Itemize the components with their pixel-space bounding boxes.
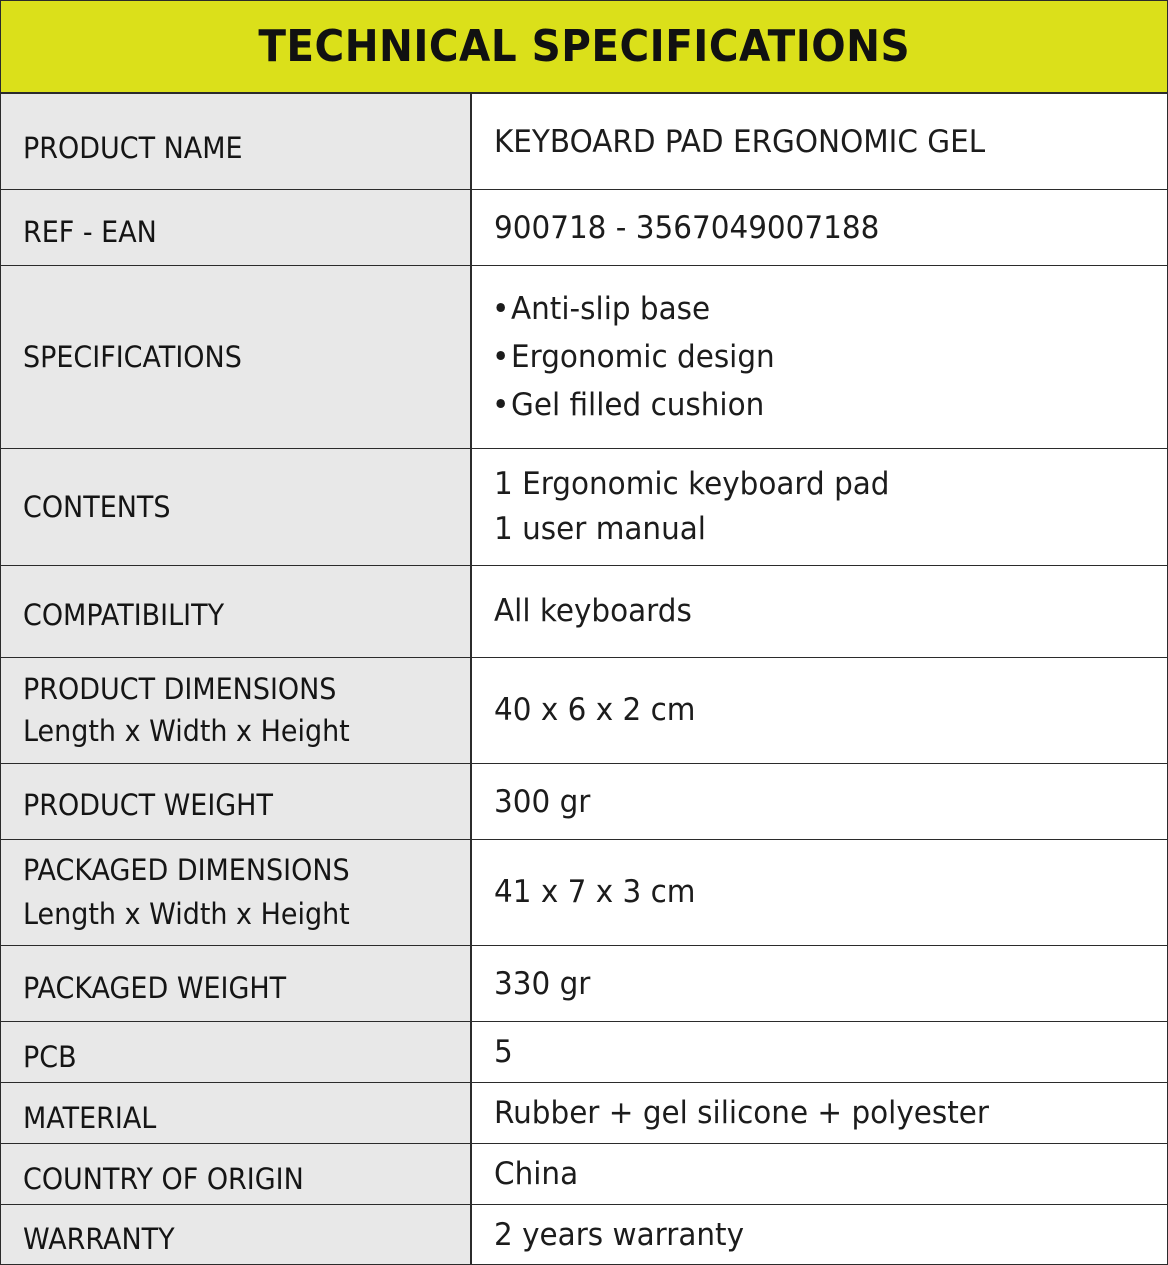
row-label: PACKAGED WEIGHT: [23, 971, 287, 1005]
row-label: MATERIAL: [23, 1100, 157, 1135]
list-item: 1 user manual: [494, 510, 706, 547]
row-pcb: [1, 1021, 1167, 1082]
label-cell: [1, 1143, 471, 1204]
value-cell: [471, 565, 1167, 657]
value-cell: [471, 189, 1167, 265]
label-cell: [1, 265, 471, 448]
row-product-dimensions: [1, 657, 1167, 763]
value-cell: [471, 657, 1167, 763]
row-value: 330 gr: [494, 965, 591, 1002]
list-item: [492, 333, 1133, 381]
row-label: COMPATIBILITY: [23, 598, 225, 632]
value-cell: [471, 1082, 1167, 1143]
title-bar: [1, 1, 1167, 94]
label-cell: [1, 189, 471, 265]
list-item: [492, 381, 1133, 429]
row-value: Rubber + gel silicone + polyester: [494, 1094, 990, 1131]
row-label: CONTENTS: [23, 489, 171, 524]
row-ref-ean: [1, 189, 1167, 265]
row-warranty: [1, 1204, 1167, 1264]
page-title: TECHNICAL SPECIFICATIONS: [258, 21, 910, 72]
label-cell: [1, 94, 471, 189]
value-cell: [471, 763, 1167, 839]
spec-table: [1, 94, 1167, 1264]
list-item-text: Gel filled cushion: [511, 386, 765, 423]
value-cell: [471, 265, 1167, 448]
label-cell: [1, 1021, 471, 1082]
value-cell: [471, 1021, 1167, 1082]
row-label: PCB: [23, 1039, 77, 1074]
row-value: All keyboards: [494, 593, 692, 629]
row-label: REF - EAN: [23, 215, 157, 249]
row-value: 300 gr: [494, 783, 591, 820]
row-sublabel: Length x Width x Height: [23, 897, 350, 931]
row-value: China: [494, 1155, 579, 1192]
bullet-icon: •: [492, 338, 510, 375]
list-item-text: Anti-slip base: [511, 290, 711, 327]
bullet-list: [492, 285, 1133, 429]
row-value: KEYBOARD PAD ERGONOMIC GEL: [494, 124, 986, 160]
label-cell: [1, 945, 471, 1021]
row-label: SPECIFICATIONS: [23, 339, 242, 374]
row-label: PACKAGED DIMENSIONS: [23, 853, 350, 887]
row-value: 5: [494, 1033, 513, 1070]
row-packaged-dimensions: [1, 839, 1167, 945]
row-value: 2 years warranty: [494, 1216, 745, 1253]
label-cell: [1, 839, 471, 945]
row-sublabel: Length x Width x Height: [23, 714, 350, 748]
row-product-weight: [1, 763, 1167, 839]
bullet-icon: •: [492, 290, 510, 327]
row-specifications: [1, 265, 1167, 448]
row-material: [1, 1082, 1167, 1143]
value-cell: [471, 1143, 1167, 1204]
label-cell: [1, 565, 471, 657]
row-value: 41 x 7 x 3 cm: [494, 874, 696, 910]
list-item-text: Ergonomic design: [511, 338, 775, 375]
row-label: PRODUCT WEIGHT: [23, 788, 273, 822]
value-cell: [471, 839, 1167, 945]
value-cell: [471, 1204, 1167, 1264]
row-contents: [1, 448, 1167, 565]
row-value: 900718 - 3567049007188: [494, 209, 880, 246]
label-cell: [1, 1082, 471, 1143]
row-label: PRODUCT DIMENSIONS: [23, 672, 337, 706]
row-label: PRODUCT NAME: [23, 131, 243, 166]
label-cell: [1, 763, 471, 839]
row-packaged-weight: [1, 945, 1167, 1021]
contents-lines: [494, 462, 1133, 552]
list-item: [492, 285, 1133, 333]
value-cell: [471, 94, 1167, 189]
label-cell: [1, 448, 471, 565]
list-item: 1 Ergonomic keyboard pad: [494, 465, 890, 502]
row-product-name: [1, 94, 1167, 189]
row-country-of-origin: [1, 1143, 1167, 1204]
value-cell: [471, 448, 1167, 565]
row-label: COUNTRY OF ORIGIN: [23, 1161, 304, 1196]
bullet-icon: •: [492, 386, 510, 423]
value-cell: [471, 945, 1167, 1021]
row-value: 40 x 6 x 2 cm: [494, 692, 696, 728]
row-label: WARRANTY: [23, 1222, 175, 1257]
label-cell: [1, 1204, 471, 1264]
row-compatibility: [1, 565, 1167, 657]
label-cell: [1, 657, 471, 763]
